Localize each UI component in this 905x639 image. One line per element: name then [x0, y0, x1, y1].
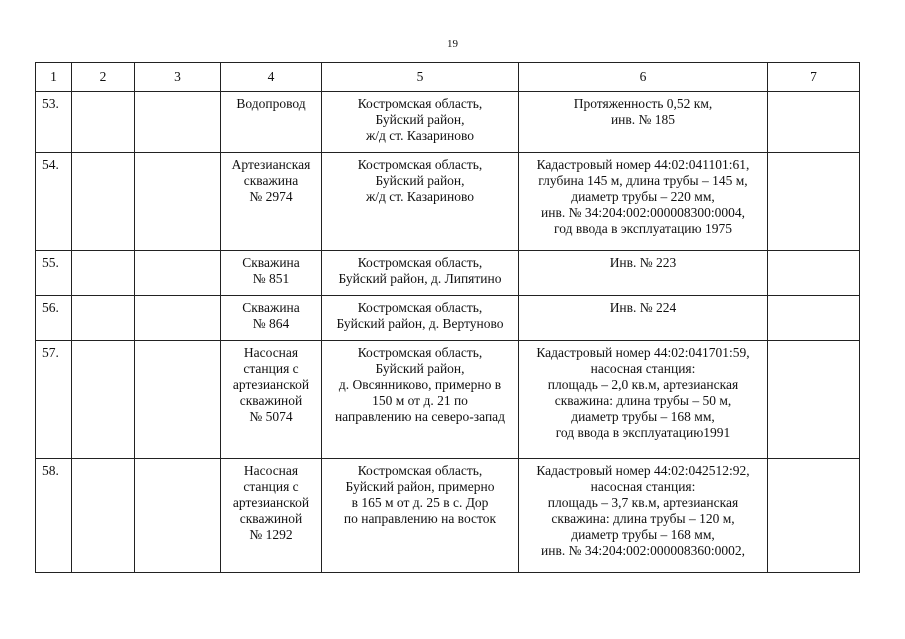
cell-object-name-line: скважиной [239, 511, 303, 526]
cell-details-line: Инв. № 223 [609, 255, 677, 270]
table-row [36, 341, 860, 459]
cell-details-line: насосная станция: [590, 361, 696, 376]
cell-object-name-line: № 1292 [249, 527, 293, 542]
cell-object-name-line: скважина [243, 173, 299, 188]
cell-details [519, 251, 768, 296]
cell-details [519, 459, 768, 573]
cell-details [519, 341, 768, 459]
cell-object-name [221, 296, 322, 341]
cell-details-line: Кадастровый номер 44:02:041701:59, [536, 345, 750, 360]
cell-object-name [221, 341, 322, 459]
cell-address [322, 153, 519, 251]
cell-col-2 [72, 153, 135, 251]
cell-address [322, 92, 519, 153]
cell-address-line: Буйский район, [375, 361, 465, 376]
cell-object-name-line: № 2974 [249, 189, 293, 204]
cell-address-line: по направлению на восток [343, 511, 497, 526]
cell-address [322, 251, 519, 296]
cell-address-line: Буйский район, [375, 112, 465, 127]
cell-col-3 [135, 92, 221, 153]
header-col-5: 5 [322, 63, 519, 92]
cell-object-name-line: Насосная [243, 463, 299, 478]
cell-details [519, 296, 768, 341]
cell-object-name-line: артезианской [232, 377, 310, 392]
cell-object-name-line: Скважина [242, 255, 300, 270]
cell-address-line: Костромская область, [357, 345, 483, 360]
table-row [36, 251, 860, 296]
cell-object-name-line: Скважина [242, 300, 300, 315]
cell-address-line: Костромская область, [357, 463, 483, 478]
cell-details-line: Протяженность 0,52 км, [573, 96, 713, 111]
cell-address-line: Буйский район, [375, 173, 465, 188]
cell-col-3 [135, 341, 221, 459]
cell-col-7 [768, 341, 860, 459]
table-row [36, 92, 860, 153]
cell-object-name-line: № 851 [252, 271, 290, 286]
cell-address-line: в 165 м от д. 25 в с. Дор [351, 495, 489, 510]
cell-col-7 [768, 459, 860, 573]
cell-col-2 [72, 251, 135, 296]
cell-object-name [221, 459, 322, 573]
cell-details-line: Инв. № 224 [609, 300, 677, 315]
cell-address-line: направлению на северо-запад [334, 409, 506, 424]
cell-details-line: диаметр трубы – 220 мм, [571, 189, 715, 204]
cell-address [322, 296, 519, 341]
cell-details-line: Кадастровый номер 44:02:042512:92, [536, 463, 750, 478]
cell-object-name-line: скважиной [239, 393, 303, 408]
cell-address-line: ж/д ст. Казариново [365, 189, 475, 204]
cell-number: 53. [36, 92, 72, 153]
cell-number: 56. [36, 296, 72, 341]
cell-number: 55. [36, 251, 72, 296]
cell-address-line: Буйский район, д. Вертуново [336, 316, 504, 331]
cell-col-7 [768, 92, 860, 153]
cell-details [519, 153, 768, 251]
cell-col-7 [768, 296, 860, 341]
cell-col-3 [135, 459, 221, 573]
cell-address-line: Костромская область, [357, 300, 483, 315]
table-row [36, 153, 860, 251]
cell-details-line: инв. № 34:204:002:000008360:0002, [541, 543, 745, 558]
header-row [36, 63, 860, 92]
cell-number: 57. [36, 341, 72, 459]
cell-details-line: скважина: длина трубы – 120 м, [551, 511, 735, 526]
cell-address [322, 341, 519, 459]
cell-address-line: Буйский район, примерно [345, 479, 495, 494]
cell-col-3 [135, 251, 221, 296]
cell-address-line: Буйский район, д. Липятино [338, 271, 502, 286]
page-number: 19 [447, 38, 458, 50]
cell-object-name-line: Водопровод [236, 96, 306, 111]
cell-details-line: диаметр трубы – 168 мм, [571, 527, 715, 542]
cell-col-3 [135, 296, 221, 341]
cell-number: 54. [36, 153, 72, 251]
cell-details-line: год ввода в эксплуатацию 1975 [554, 221, 732, 236]
cell-col-2 [72, 92, 135, 153]
cell-address-line: 150 м от д. 21 по [372, 393, 468, 408]
table-body [36, 92, 860, 573]
cell-col-2 [72, 296, 135, 341]
cell-number: 58. [36, 459, 72, 573]
cell-details-line: площадь – 2,0 кв.м, артезианская [547, 377, 739, 392]
cell-details-line: инв. № 185 [610, 112, 676, 127]
cell-object-name-line: Артезианская [231, 157, 311, 172]
cell-details-line: год ввода в эксплуатацию1991 [555, 425, 731, 440]
cell-details-line: глубина 145 м, длина трубы – 145 м, [538, 173, 748, 188]
cell-details-line: насосная станция: [590, 479, 696, 494]
cell-address-line: Костромская область, [357, 157, 483, 172]
header-col-2: 2 [72, 63, 135, 92]
header-col-3: 3 [135, 63, 221, 92]
cell-address-line: д. Овсянниково, примерно в [338, 377, 502, 392]
cell-details-line: площадь – 3,7 кв.м, артезианская [547, 495, 739, 510]
header-col-7: 7 [768, 63, 860, 92]
cell-object-name-line: станция с [243, 361, 299, 376]
table-row [36, 296, 860, 341]
cell-address [322, 459, 519, 573]
table-row [36, 459, 860, 573]
cell-object-name [221, 251, 322, 296]
cell-col-7 [768, 153, 860, 251]
cell-details-line: диаметр трубы – 168 мм, [571, 409, 715, 424]
cell-col-3 [135, 153, 221, 251]
cell-address-line: Костромская область, [357, 96, 483, 111]
table-header [36, 63, 860, 92]
cell-col-2 [72, 459, 135, 573]
header-col-6: 6 [519, 63, 768, 92]
cell-object-name [221, 153, 322, 251]
cell-object-name-line: № 5074 [249, 409, 293, 424]
cell-col-2 [72, 341, 135, 459]
header-col-4: 4 [221, 63, 322, 92]
cell-details-line: Кадастровый номер 44:02:041101:61, [536, 157, 750, 172]
cell-address-line: ж/д ст. Казариново [365, 128, 475, 143]
cell-object-name-line: № 864 [252, 316, 290, 331]
cell-object-name-line: станция с [243, 479, 299, 494]
cell-details-line: скважина: длина трубы – 50 м, [554, 393, 732, 408]
cell-details-line: инв. № 34:204:002:000008300:0004, [541, 205, 745, 220]
cell-object-name-line: артезианской [232, 495, 310, 510]
cell-details [519, 92, 768, 153]
registry-table [35, 62, 860, 573]
cell-address-line: Костромская область, [357, 255, 483, 270]
cell-object-name-line: Насосная [243, 345, 299, 360]
cell-col-7 [768, 251, 860, 296]
cell-object-name [221, 92, 322, 153]
header-col-1: 1 [36, 63, 72, 92]
